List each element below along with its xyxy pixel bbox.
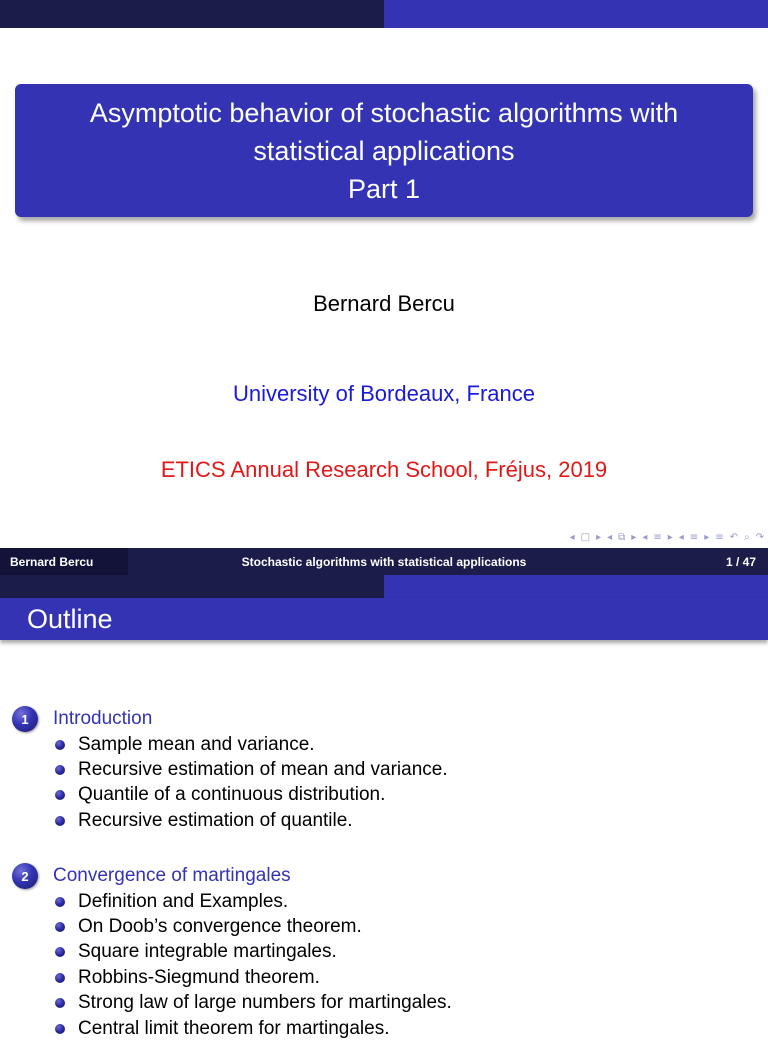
- nav-subsection-icon[interactable]: ⧉: [618, 531, 626, 543]
- bullet-icon: [55, 816, 65, 826]
- nav-next-doc-icon[interactable]: ▸: [704, 531, 710, 543]
- header-bar-right: [384, 0, 768, 28]
- list-item-text: On Doob’s convergence theorem.: [78, 916, 362, 938]
- bullet-icon: [55, 765, 65, 775]
- section-title[interactable]: Introduction: [53, 708, 153, 729]
- author-name: Bernard Bercu: [313, 291, 455, 316]
- list-item: [12, 889, 452, 914]
- bullet-icon: [55, 973, 65, 983]
- subsection-list: [12, 889, 452, 1041]
- list-item-text: Definition and Examples.: [78, 890, 289, 912]
- nav-prev-doc-icon[interactable]: ◂: [678, 531, 684, 543]
- title-line-1: Asymptotic behavior of stochastic algorithms with: [89, 97, 679, 128]
- list-item: [12, 991, 452, 1016]
- nav-section-icon[interactable]: ≡: [653, 531, 662, 543]
- header-bar-left: [0, 0, 384, 28]
- bullet-icon: [55, 790, 65, 800]
- section-number-badge: 2: [12, 863, 38, 889]
- list-item: [12, 808, 448, 833]
- nav-next-frame-icon[interactable]: ▸: [596, 531, 602, 543]
- footer: [0, 548, 768, 575]
- section-heading[interactable]: [12, 706, 448, 732]
- nav-prev-subsection-icon[interactable]: ◂: [607, 531, 613, 543]
- title-box: [15, 84, 753, 217]
- nav-next-section-icon[interactable]: ▸: [667, 531, 673, 543]
- nav-frame-icon[interactable]: □: [580, 531, 591, 543]
- bullet-icon: [55, 740, 65, 750]
- footer-short-title: Stochastic algorithms with statistical applications: [128, 548, 640, 575]
- footer-author: Bernard Bercu: [0, 548, 128, 575]
- event-name: ETICS Annual Research School, Fréjus, 2019: [160, 457, 608, 482]
- list-item: [12, 783, 448, 808]
- bullet-icon: [55, 897, 65, 907]
- list-item: [12, 940, 452, 965]
- list-item-text: Central limit theorem for martingales.: [78, 1017, 390, 1039]
- section-heading[interactable]: [12, 863, 452, 889]
- section-title[interactable]: Convergence of martingales: [53, 865, 291, 886]
- nav-doc-icon[interactable]: ≡: [689, 531, 699, 543]
- nav-forward-icon[interactable]: ↷: [755, 531, 764, 543]
- bullet-icon: [55, 998, 65, 1008]
- bullet-icon: [55, 1024, 65, 1034]
- slide2-header-bar-left: [0, 575, 384, 598]
- title-line-2: statistical applications: [253, 135, 515, 166]
- bullet-icon: [55, 947, 65, 957]
- nav-next-subsection-icon[interactable]: ▸: [631, 531, 637, 543]
- nav-prev-frame-icon[interactable]: ◂: [569, 531, 575, 543]
- nav-search-icon[interactable]: ⌕: [744, 531, 750, 543]
- list-item: [12, 1016, 452, 1041]
- frame-title-text: Outline: [27, 603, 113, 634]
- beamer-navigation[interactable]: [570, 530, 764, 544]
- list-item-text: Quantile of a continuous distribution.: [78, 784, 386, 806]
- footer-page-number: 1 / 47: [640, 548, 768, 575]
- list-item-text: Recursive estimation of quantile.: [78, 809, 353, 831]
- list-item-text: Sample mean and variance.: [78, 733, 315, 755]
- list-item-text: Recursive estimation of mean and variance.: [78, 759, 448, 781]
- list-item-text: Robbins-Siegmund theorem.: [78, 966, 320, 988]
- slide2-frame-title: [0, 598, 768, 640]
- list-item: [12, 914, 452, 939]
- list-item: [12, 757, 448, 782]
- section-number-badge: 1: [12, 706, 38, 732]
- nav-toc-icon[interactable]: ≡: [715, 531, 724, 543]
- list-item: [12, 732, 448, 757]
- outline-section-1: [12, 706, 448, 834]
- outline-section-2: [12, 863, 452, 1041]
- title-line-3: Part 1: [347, 173, 421, 204]
- institute: University of Bordeaux, France: [232, 381, 536, 406]
- nav-prev-section-icon[interactable]: ◂: [642, 531, 648, 543]
- slide2-header-bar-right: [384, 575, 768, 598]
- list-item: [12, 965, 452, 990]
- bullet-icon: [55, 922, 65, 932]
- list-item-text: Strong law of large numbers for martingales.: [78, 992, 452, 1014]
- nav-back-icon[interactable]: ↶: [729, 531, 738, 543]
- list-item-text: Square integrable martingales.: [78, 941, 337, 963]
- subsection-list: [12, 732, 448, 834]
